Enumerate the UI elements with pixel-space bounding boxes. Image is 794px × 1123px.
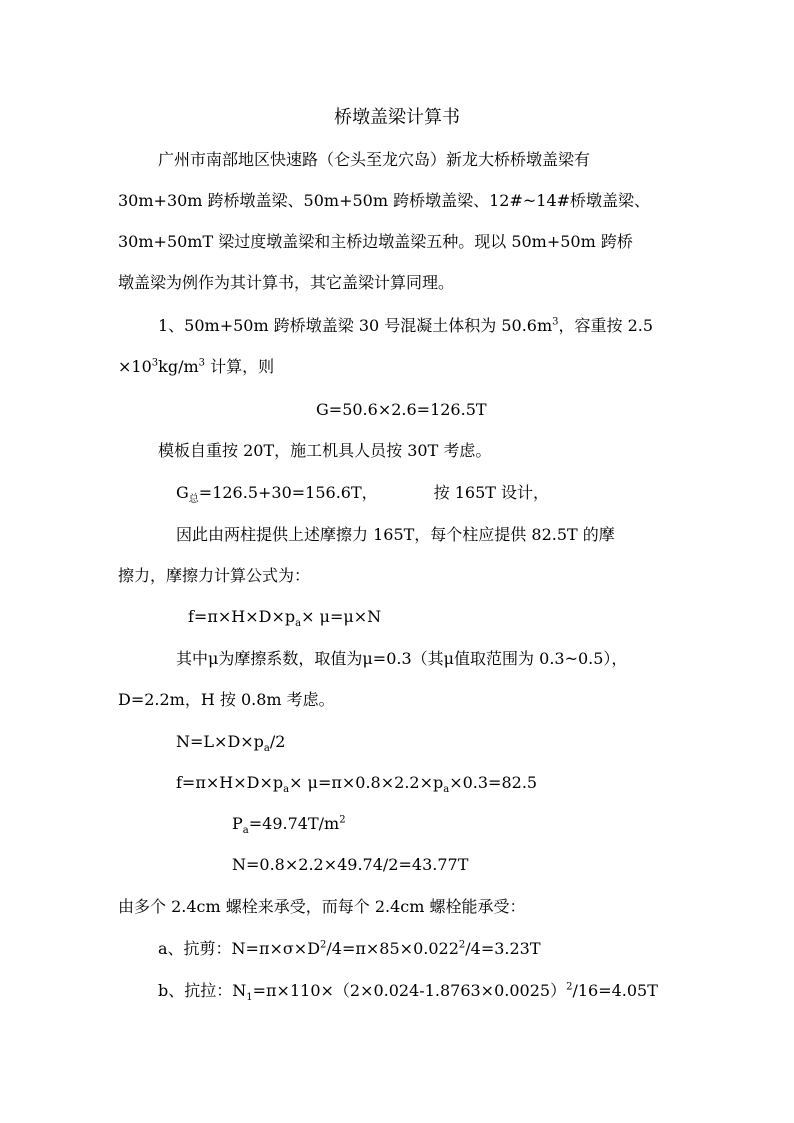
friction-line-1: 因此由两柱提供上述摩擦力 165T，每个柱应提供 82.5T 的摩: [176, 525, 615, 544]
mu-line-1: 其中μ为摩擦系数，取值为μ=0.3（其μ值取范围为 0.3~0.5），: [176, 649, 628, 668]
pa-value: $P_a=49.74T/m^2$: [232, 814, 346, 837]
g-equation: G=50.6×2.6=126.5T: [316, 400, 487, 419]
n-calculation: N=0.8×2.2×49.74/2=43.77T: [232, 855, 469, 874]
intro-line-1: 广州市南部地区快速路（仑头至龙穴岛）新龙大桥桥墩盖梁有: [158, 150, 591, 169]
section-1-line-1: 1、50m+50m 跨桥墩盖梁 30 号混凝土体积为 $50.6m^3$，容重按 2.5: [158, 316, 654, 335]
friction-line-2: 擦力，摩擦力计算公式为：: [118, 566, 311, 585]
intro-line-4: 墩盖梁为例作为其计算书，其它盖梁计算同理。: [118, 273, 455, 292]
intro-line-2: 30m+30m 跨桥墩盖梁、50m+50m 跨桥墩盖梁、12#~14#桥墩盖梁、: [118, 191, 651, 210]
n-formula: $N=L\times D\times p_a/2$: [176, 732, 286, 755]
f-calculation: $f=\pi\times H\times D\times p_a\times \mu=\pi\times 0.8\times 2.2\times p_a\times 0.3=82.5$: [176, 773, 538, 796]
mu-line-2: D=2.2m，H 按 0.8m 考虑。: [118, 690, 335, 709]
shear-line: a、抗剪：$N=\pi\times\sigma\times D^2/4=\pi\times 85\times 0.022^2/4=3.23T$: [158, 939, 541, 958]
formwork-line: 模板自重按 20T，施工机具人员按 30T 考虑。: [158, 441, 492, 460]
bolts-line: 由多个 2.4cm 螺栓来承受，而每个 2.4cm 螺栓能承受：: [118, 897, 526, 916]
section-1-line-2: $\times 10^3kg/m^3$ 计算，则: [118, 357, 275, 376]
intro-line-3: 30m+50mT 梁过度墩盖梁和主桥边墩盖梁五种。现以 50m+50m 跨桥: [118, 232, 633, 251]
g-total-line: $G_总=126.5+30=156.6T$， 按 165T 设计，: [176, 483, 550, 506]
friction-formula: $f=\pi\times H\times D\times p_a\times \mu=\mu\times N$: [188, 607, 382, 630]
document-title: 桥墩盖梁计算书: [334, 107, 460, 128]
tension-line: b、抗拉：$N_1=\pi\times 110\times(2\times 0.024-1.8763\times 0.0025)^2/16=4.05T$: [158, 981, 658, 1004]
